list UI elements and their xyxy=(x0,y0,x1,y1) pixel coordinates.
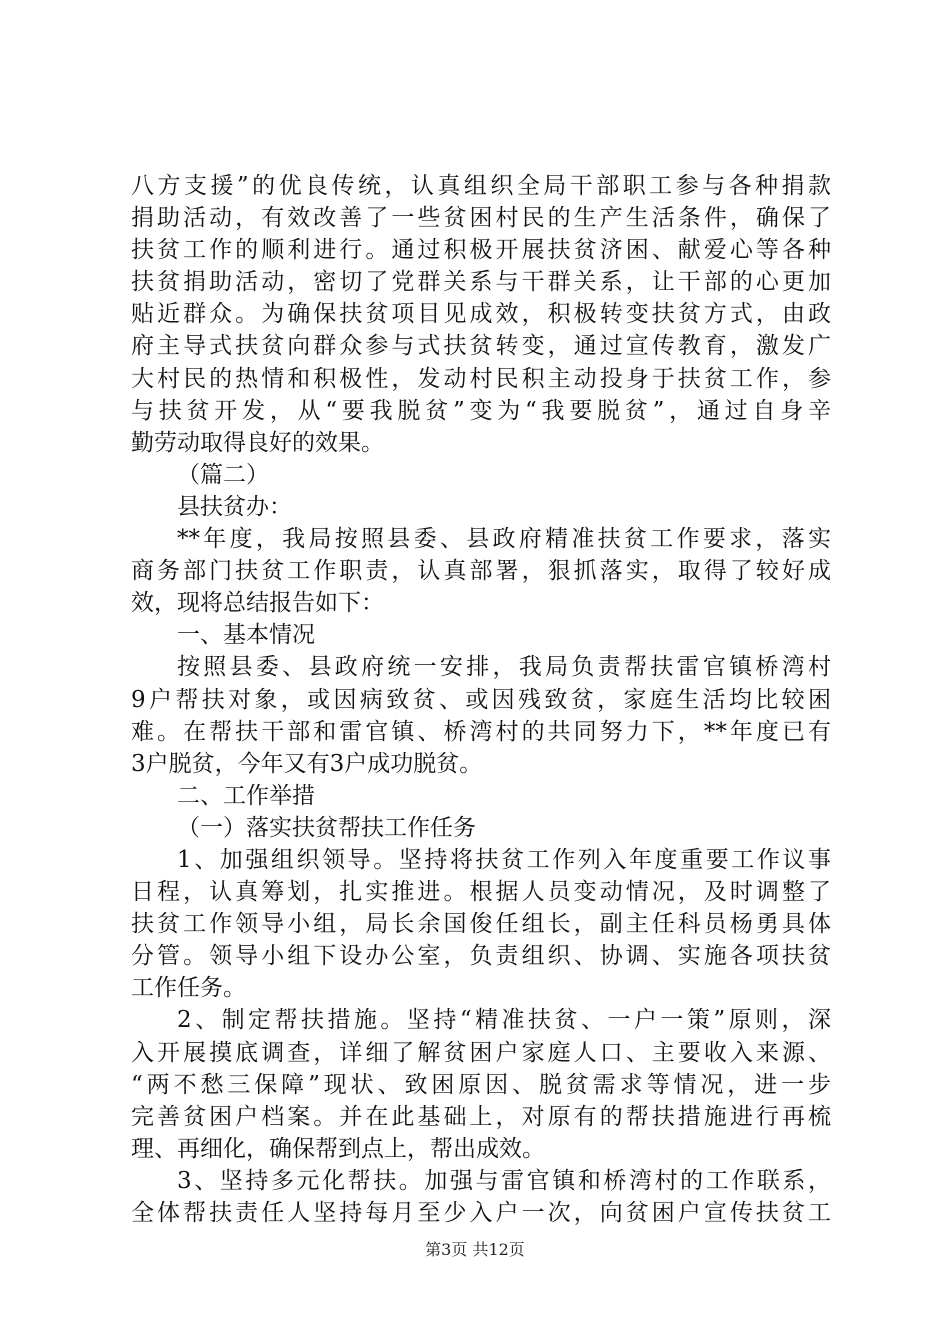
text-line: 按照县委、县政府统一安排，我局负责帮扶雷官镇桥湾村 xyxy=(177,654,831,681)
text-line: 效，现将总结报告如下： xyxy=(131,590,384,617)
text-line: 县扶贫办： xyxy=(177,493,292,520)
text-line: （一）落实扶贫帮扶工作任务 xyxy=(177,814,476,841)
text-line: 3户脱贫，今年又有3户成功脱贫。 xyxy=(131,750,483,777)
text-line: 日程，认真筹划，扎实推进。根据人员变动情况，及时调整了 xyxy=(131,879,831,906)
text-line: “两不愁三保障”现状、致困原因、脱贫需求等情况，进一步 xyxy=(131,1071,831,1098)
text-line: 3、坚持多元化帮扶。加强与雷官镇和桥湾村的工作联系， xyxy=(177,1167,831,1194)
text-line: 工作任务。 xyxy=(131,975,246,1002)
text-line: 入开展摸底调查，详细了解贫困户家庭人口、主要收入来源、 xyxy=(131,1039,831,1066)
text-line: 9户帮扶对象，或因病致贫、或因残致贫，家庭生活均比较困 xyxy=(131,686,831,713)
text-line: 与扶贫开发，从“要我脱贫”变为“我要脱贫”，通过自身辛 xyxy=(131,397,831,424)
text-line: 扶贫捐助活动，密切了党群关系与干群关系，让干部的心更加 xyxy=(131,269,831,296)
text-line: 分管。领导小组下设办公室，负责组织、协调、实施各项扶贫 xyxy=(131,943,831,970)
text-line: （篇二） xyxy=(177,461,269,488)
text-line: 八方支援”的优良传统，认真组织全局干部职工参与各种捐款 xyxy=(131,173,831,199)
page-footer: 第3页 共12页 xyxy=(425,1240,525,1259)
text-line: 扶贫工作的顺利进行。通过积极开展扶贫济困、献爱心等各种 xyxy=(131,237,831,264)
text-line: 贴近群众。为确保扶贫项目见成效，积极转变扶贫方式，由政 xyxy=(131,301,831,328)
text-line: 府主导式扶贫向群众参与式扶贫转变，通过宣传教育，激发广 xyxy=(131,333,831,360)
text-line: **年度，我局按照县委、县政府精准扶贫工作要求，落实 xyxy=(177,526,831,553)
text-line: 完善贫困户档案。并在此基础上，对原有的帮扶措施进行再梳 xyxy=(131,1103,831,1130)
text-line: 2、制定帮扶措施。坚持“精准扶贫、一户一策”原则，深 xyxy=(177,1007,831,1034)
text-line: 捐助活动，有效改善了一些贫困村民的生产生活条件，确保了 xyxy=(131,205,831,232)
text-line: 勤劳动取得良好的效果。 xyxy=(131,429,384,456)
text-line: 理、再细化，确保帮到点上，帮出成效。 xyxy=(131,1135,545,1162)
text-line: 大村民的热情和积极性，发动村民积主动投身于扶贫工作，参 xyxy=(131,365,831,392)
text-line: 二、工作举措 xyxy=(177,782,315,809)
text-line: 扶贫工作领导小组，局长余国俊任组长，副主任科员杨勇具体 xyxy=(131,911,831,938)
text-line: 商务部门扶贫工作职责，认真部署，狠抓落实，取得了较好成 xyxy=(131,558,831,585)
text-line: 全体帮扶责任人坚持每月至少入户一次，向贫困户宣传扶贫工 xyxy=(131,1200,831,1226)
text-line: 1、加强组织领导。坚持将扶贫工作列入年度重要工作议事 xyxy=(177,846,831,873)
text-line: 一、基本情况 xyxy=(177,622,315,649)
text-line: 难。在帮扶干部和雷官镇、桥湾村的共同努力下，**年度已有 xyxy=(131,718,831,745)
document-body xyxy=(131,170,831,1229)
